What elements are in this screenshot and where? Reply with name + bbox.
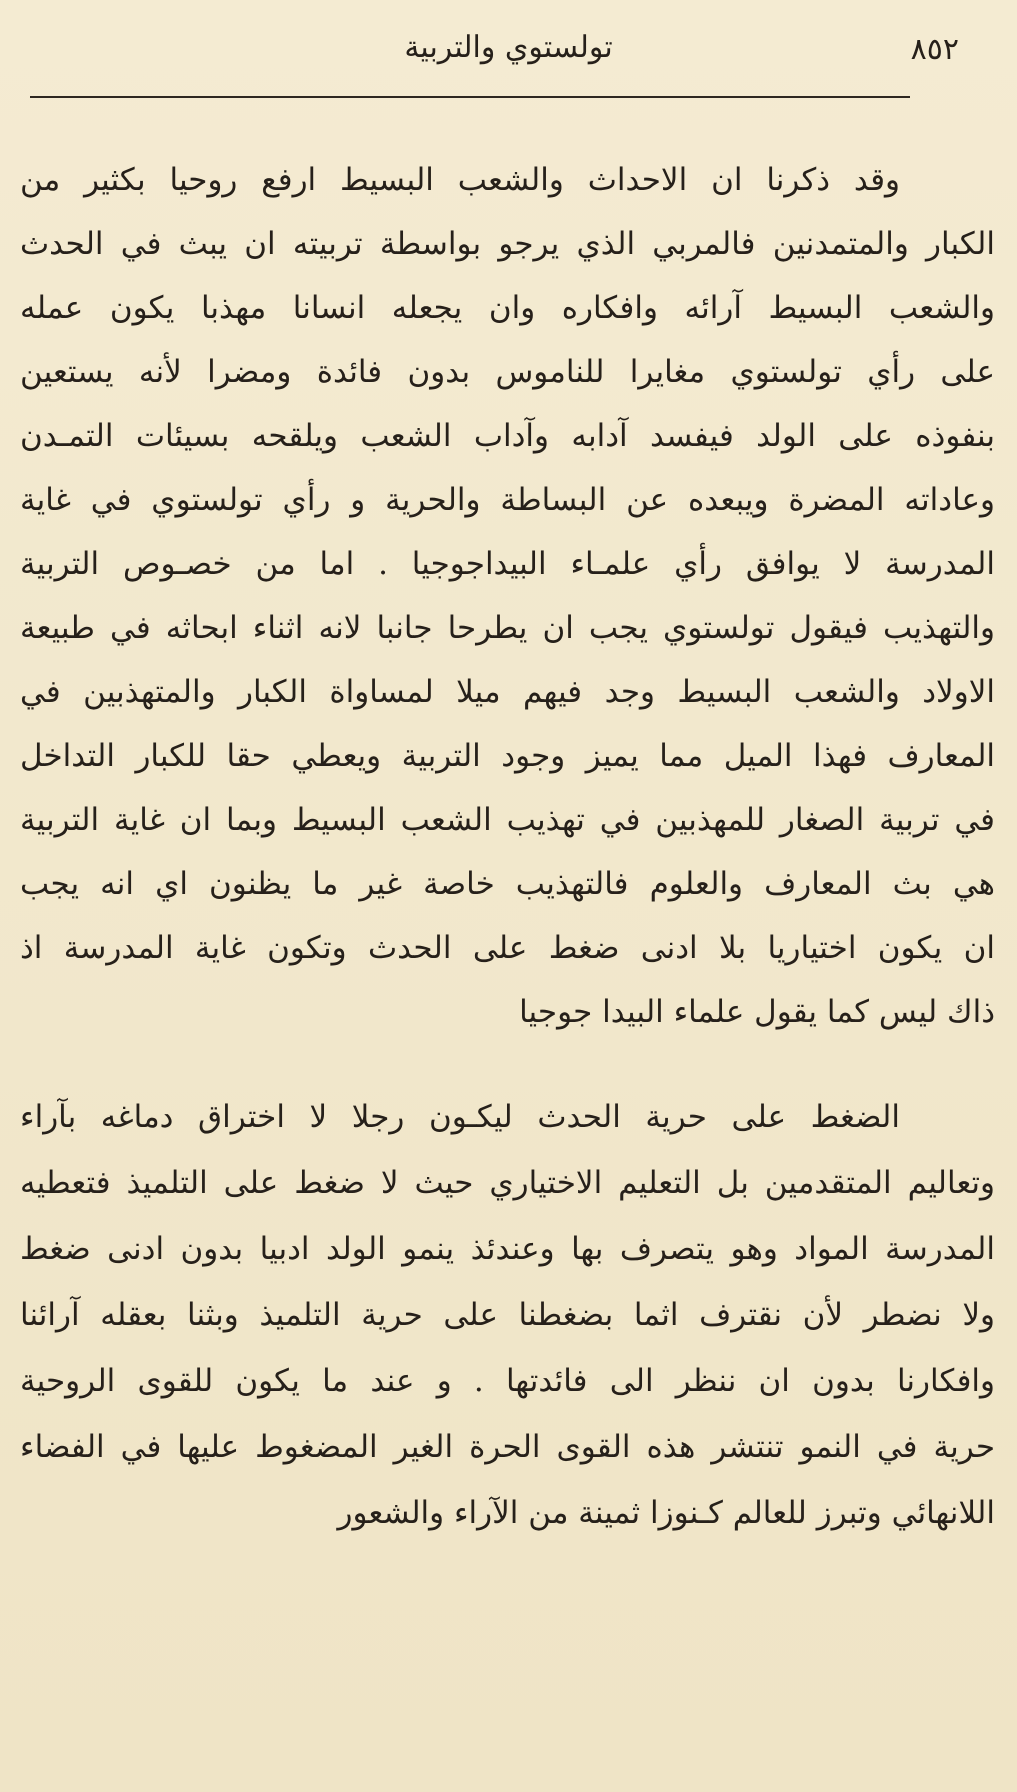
text-line: الكبار والمتمدنين فالمربي الذي يرجو بواسطة تربيته ان يبث في الحدث — [20, 226, 995, 262]
text-line: المعارف فهذا الميل مما يميز وجود التربية ويعطي حقا للكبار التداخل — [20, 738, 995, 774]
paragraph-gap — [20, 1044, 995, 1084]
text-line: الضغط على حرية الحدث ليكـون رجلا لا اختراق دماغه بآراء — [20, 1099, 900, 1135]
body-text — [20, 148, 995, 1546]
text-line: والشعب البسيط آرائه وافكاره وان يجعله انسانا مهذبا يكون عمله — [20, 290, 995, 326]
text-line: في تربية الصغار للمهذبين في تهذيب الشعب البسيط وبما ان غاية التربية — [20, 802, 995, 838]
text-line: ولا نضطر لأن نقترف اثما بضغطنا على حرية التلميذ وبثنا بعقله آرائنا — [20, 1297, 995, 1333]
text-line: هي بث المعارف والعلوم فالتهذيب خاصة غير ما يظنون اي انه يجب — [20, 866, 995, 902]
text-line: ذاك ليس كما يقول علماء البيدا جوجيا — [519, 994, 995, 1030]
text-line: وعاداته المضرة ويبعده عن البساطة والحرية و رأي تولستوي في غاية — [20, 482, 995, 518]
text-line: المدرسة لا يوافق رأي علمـاء البيداجوجيا . اما من خصـوص التربية — [20, 546, 995, 582]
text-line: ان يكون اختياريا بلا ادنى ضغط على الحدث وتكون غاية المدرسة اذ — [20, 930, 995, 966]
paragraph-2 — [20, 1084, 995, 1546]
text-line: وتعاليم المتقدمين بل التعليم الاختياري حيث لا ضغط على التلميذ فتعطيه — [20, 1165, 995, 1201]
text-line: الاولاد والشعب البسيط وجد فيهم ميلا لمساواة الكبار والمتهذبين في — [20, 674, 995, 710]
page-header — [30, 22, 987, 82]
page-number: ٨٥٢ — [910, 32, 959, 67]
text-line: على رأي تولستوي مغايرا للناموس بدون فائدة ومضرا لأنه يستعين — [20, 354, 995, 390]
text-line: وقد ذكرنا ان الاحداث والشعب البسيط ارفع روحيا بكثير من — [20, 162, 900, 198]
text-line: حرية في النمو تنتشر هذه القوى الحرة الغير المضغوط عليها في الفضاء — [20, 1429, 995, 1465]
text-line: المدرسة المواد وهو يتصرف بها وعندئذ ينمو الولد ادبيا بدون ادنى ضغط — [20, 1231, 995, 1267]
text-line: وافكارنا بدون ان ننظر الى فائدتها . و عند ما يكون للقوى الروحية — [20, 1363, 995, 1399]
text-line: بنفوذه على الولد فيفسد آدابه وآداب الشعب ويلقحه بسيئات التمـدن — [20, 418, 995, 454]
paragraph-1 — [20, 148, 995, 1044]
running-title: تولستوي والتربية — [404, 30, 613, 65]
header-divider — [30, 96, 910, 98]
text-line: اللانهائي وتبرز للعالم كـنوزا ثمينة من الآراء والشعور — [337, 1495, 995, 1531]
text-line: والتهذيب فيقول تولستوي يجب ان يطرحا جانبا لانه اثناء ابحاثه في طبيعة — [20, 610, 995, 646]
